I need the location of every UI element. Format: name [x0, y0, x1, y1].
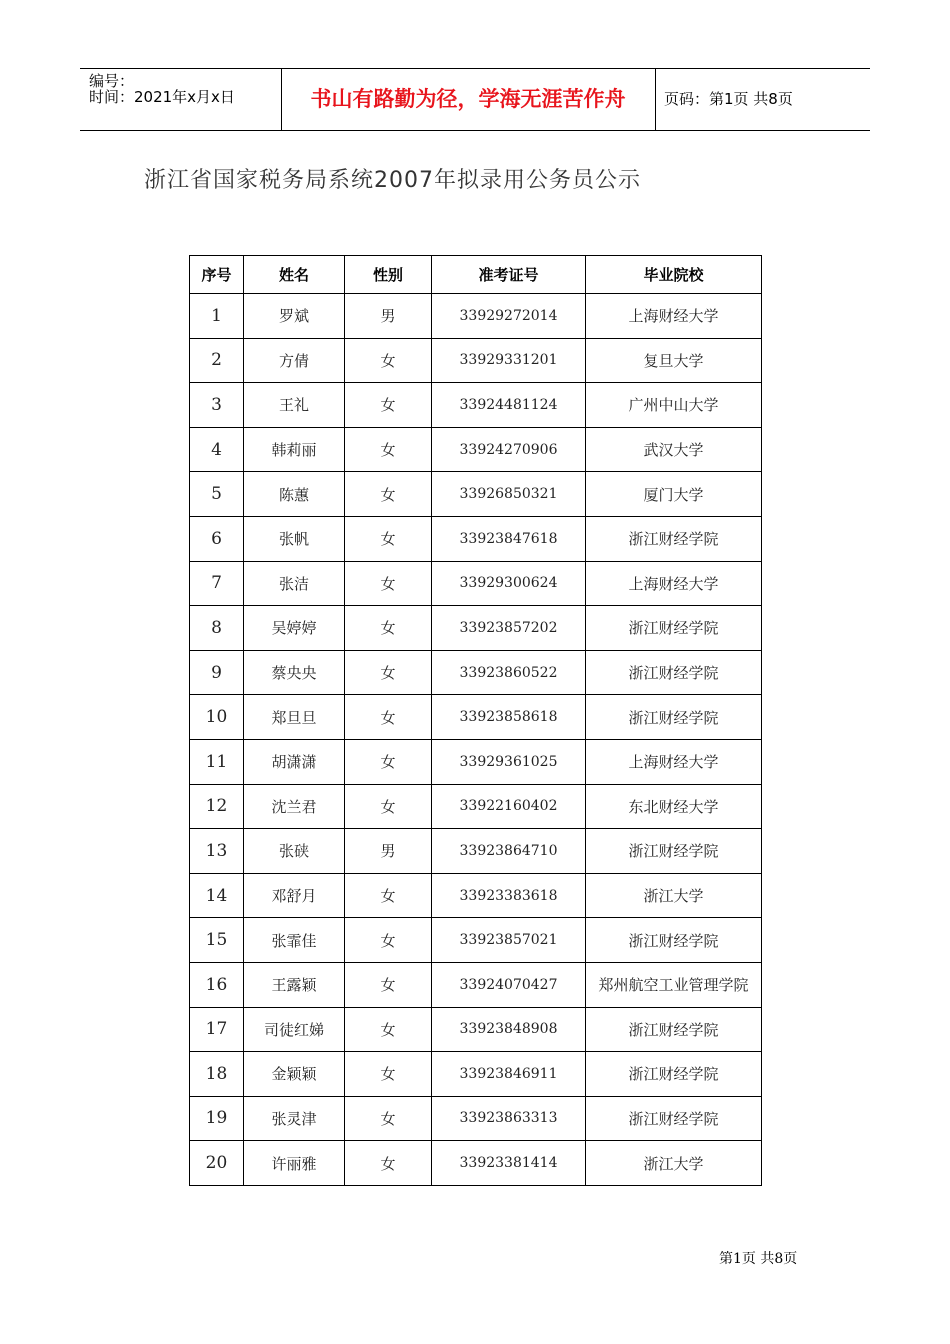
table-row	[190, 784, 762, 829]
cell-gender: 女	[345, 338, 432, 383]
cell-exam-id: 33929272014	[432, 294, 586, 339]
cell-name: 王露颖	[244, 962, 345, 1007]
table-row	[190, 829, 762, 874]
cell-school: 浙江财经学院	[586, 606, 762, 651]
serial-label: 编号：	[89, 72, 135, 90]
cell-exam-id: 33923857202	[432, 606, 586, 651]
column-header-gender: 性别	[345, 256, 432, 294]
cell-name: 张灵津	[244, 1096, 345, 1141]
header-motto: 书山有路勤为径，学海无涯苦作舟	[310, 87, 626, 111]
cell-name: 郑旦旦	[244, 695, 345, 740]
cell-seq: 10	[190, 695, 244, 740]
cell-gender: 女	[345, 1141, 432, 1186]
cell-exam-id: 33923847618	[432, 516, 586, 561]
column-header-seq: 序号	[190, 256, 244, 294]
cell-exam-id: 33923857021	[432, 918, 586, 963]
cell-gender: 女	[345, 606, 432, 651]
cell-name: 王礼	[244, 383, 345, 428]
cell-school: 浙江财经学院	[586, 650, 762, 695]
header-meta	[89, 69, 279, 130]
cell-school: 浙江财经学院	[586, 918, 762, 963]
cell-gender: 女	[345, 739, 432, 784]
cell-name: 张硖	[244, 829, 345, 874]
cell-exam-id: 33923381414	[432, 1141, 586, 1186]
cell-name: 金颖颖	[244, 1052, 345, 1097]
cell-seq: 13	[190, 829, 244, 874]
cell-gender: 女	[345, 1052, 432, 1097]
table-row	[190, 427, 762, 472]
cell-exam-id: 33924270906	[432, 427, 586, 472]
cell-name: 吴婷婷	[244, 606, 345, 651]
cell-seq: 9	[190, 650, 244, 695]
footer-page-info: 第1页 共8页	[719, 1251, 798, 1267]
candidate-table	[189, 255, 762, 1186]
table-row	[190, 1141, 762, 1186]
cell-exam-id: 33923864710	[432, 829, 586, 874]
cell-school: 浙江财经学院	[586, 695, 762, 740]
table-row	[190, 739, 762, 784]
cell-seq: 2	[190, 338, 244, 383]
cell-gender: 女	[345, 383, 432, 428]
cell-school: 广州中山大学	[586, 383, 762, 428]
cell-school: 厦门大学	[586, 472, 762, 517]
cell-school: 东北财经大学	[586, 784, 762, 829]
table-row	[190, 294, 762, 339]
cell-name: 邓舒月	[244, 873, 345, 918]
header-page-info: 页码：第1页 共8页	[664, 90, 793, 108]
cell-name: 沈兰君	[244, 784, 345, 829]
cell-exam-id: 33923863313	[432, 1096, 586, 1141]
table-row	[190, 472, 762, 517]
cell-school: 上海财经大学	[586, 561, 762, 606]
cell-school: 浙江大学	[586, 873, 762, 918]
cell-name: 陈蕙	[244, 472, 345, 517]
table-row	[190, 606, 762, 651]
table-header-row	[190, 256, 762, 294]
cell-exam-id: 33922160402	[432, 784, 586, 829]
cell-exam-id: 33923860522	[432, 650, 586, 695]
cell-school: 武汉大学	[586, 427, 762, 472]
header-divider-right	[655, 69, 656, 130]
cell-name: 许丽雅	[244, 1141, 345, 1186]
cell-gender: 女	[345, 561, 432, 606]
cell-gender: 男	[345, 829, 432, 874]
cell-seq: 7	[190, 561, 244, 606]
cell-school: 上海财经大学	[586, 294, 762, 339]
cell-name: 胡潇潇	[244, 739, 345, 784]
cell-gender: 女	[345, 472, 432, 517]
cell-name: 韩莉丽	[244, 427, 345, 472]
cell-gender: 女	[345, 695, 432, 740]
cell-seq: 16	[190, 962, 244, 1007]
cell-name: 司徒红娣	[244, 1007, 345, 1052]
table-body	[190, 294, 762, 1186]
cell-school: 浙江财经学院	[586, 829, 762, 874]
cell-exam-id: 33929331201	[432, 338, 586, 383]
cell-gender: 女	[345, 784, 432, 829]
cell-school: 浙江财经学院	[586, 1096, 762, 1141]
document-title: 浙江省国家税务局系统2007年拟录用公务员公示	[144, 168, 641, 193]
time-label: 时间：2021年x月x日	[89, 88, 235, 106]
cell-exam-id: 33923383618	[432, 873, 586, 918]
cell-gender: 女	[345, 962, 432, 1007]
cell-gender: 女	[345, 650, 432, 695]
cell-seq: 14	[190, 873, 244, 918]
cell-gender: 女	[345, 1007, 432, 1052]
cell-seq: 1	[190, 294, 244, 339]
table-row	[190, 338, 762, 383]
cell-exam-id: 33926850321	[432, 472, 586, 517]
column-header-exam-id: 准考证号	[432, 256, 586, 294]
column-header-name: 姓名	[244, 256, 345, 294]
cell-school: 浙江大学	[586, 1141, 762, 1186]
table-row	[190, 962, 762, 1007]
cell-seq: 20	[190, 1141, 244, 1186]
cell-seq: 5	[190, 472, 244, 517]
table-row	[190, 918, 762, 963]
page-header	[80, 68, 870, 131]
cell-seq: 17	[190, 1007, 244, 1052]
cell-exam-id: 33924070427	[432, 962, 586, 1007]
table-row	[190, 1052, 762, 1097]
cell-gender: 男	[345, 294, 432, 339]
table-row	[190, 695, 762, 740]
table-row	[190, 1007, 762, 1052]
cell-name: 罗斌	[244, 294, 345, 339]
cell-gender: 女	[345, 427, 432, 472]
cell-exam-id: 33929361025	[432, 739, 586, 784]
cell-seq: 11	[190, 739, 244, 784]
cell-seq: 6	[190, 516, 244, 561]
cell-school: 郑州航空工业管理学院	[586, 962, 762, 1007]
cell-name: 蔡央央	[244, 650, 345, 695]
cell-gender: 女	[345, 918, 432, 963]
cell-seq: 8	[190, 606, 244, 651]
cell-seq: 12	[190, 784, 244, 829]
cell-name: 方倩	[244, 338, 345, 383]
cell-gender: 女	[345, 516, 432, 561]
table-row	[190, 650, 762, 695]
cell-name: 张洁	[244, 561, 345, 606]
table-row	[190, 1096, 762, 1141]
cell-exam-id: 33924481124	[432, 383, 586, 428]
cell-seq: 18	[190, 1052, 244, 1097]
cell-exam-id: 33923848908	[432, 1007, 586, 1052]
cell-school: 浙江财经学院	[586, 1052, 762, 1097]
cell-seq: 19	[190, 1096, 244, 1141]
cell-exam-id: 33923858618	[432, 695, 586, 740]
cell-seq: 3	[190, 383, 244, 428]
cell-seq: 15	[190, 918, 244, 963]
cell-name: 张帆	[244, 516, 345, 561]
cell-gender: 女	[345, 1096, 432, 1141]
column-header-school: 毕业院校	[586, 256, 762, 294]
cell-gender: 女	[345, 873, 432, 918]
cell-exam-id: 33929300624	[432, 561, 586, 606]
table-row	[190, 561, 762, 606]
table-row	[190, 383, 762, 428]
table-row	[190, 873, 762, 918]
cell-school: 复旦大学	[586, 338, 762, 383]
cell-school: 浙江财经学院	[586, 516, 762, 561]
table-row	[190, 516, 762, 561]
cell-school: 上海财经大学	[586, 739, 762, 784]
cell-name: 张霏佳	[244, 918, 345, 963]
cell-exam-id: 33923846911	[432, 1052, 586, 1097]
cell-seq: 4	[190, 427, 244, 472]
cell-school: 浙江财经学院	[586, 1007, 762, 1052]
